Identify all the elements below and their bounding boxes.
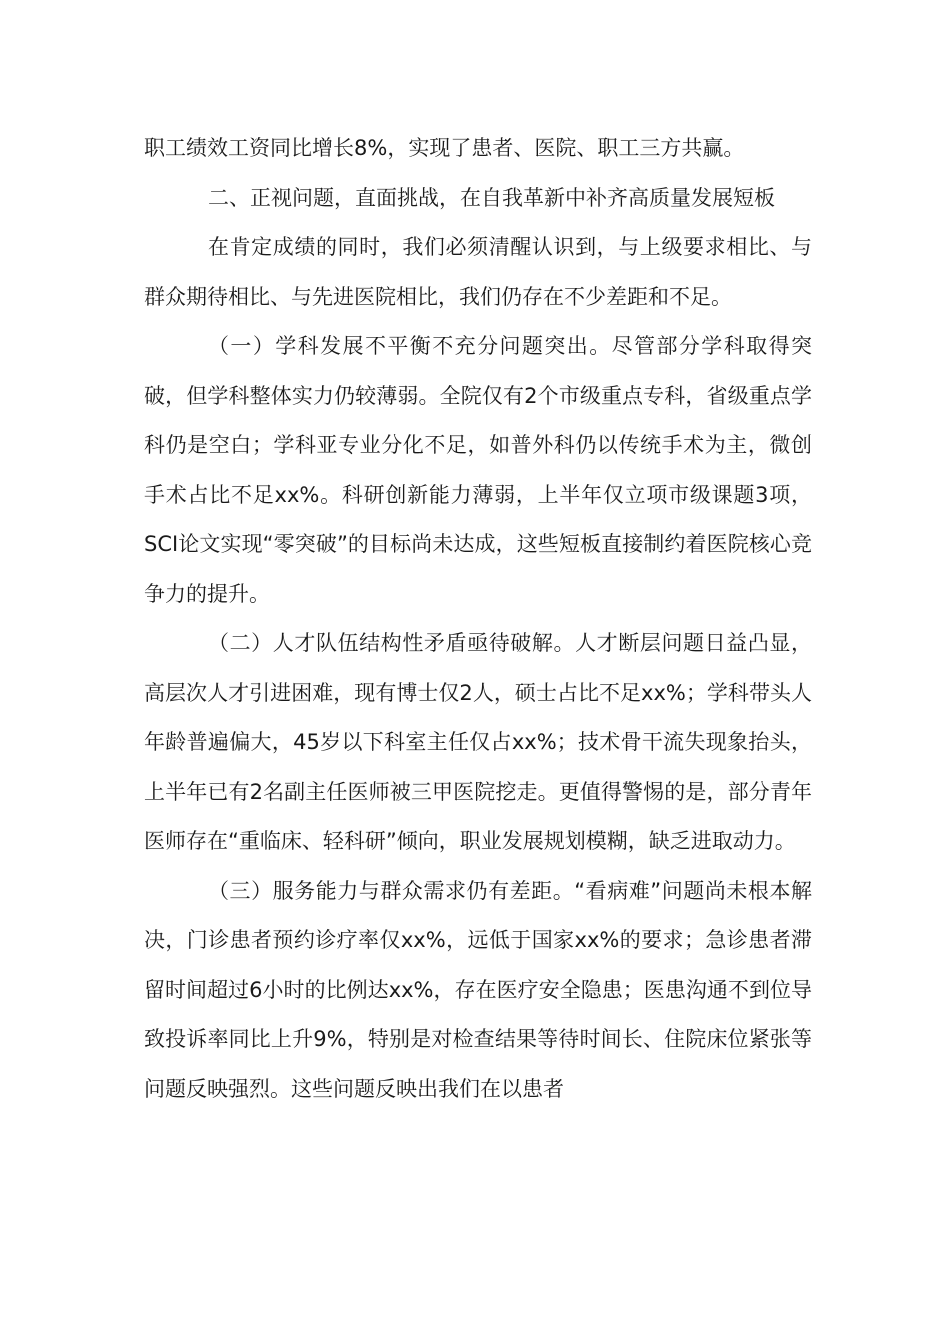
paragraph-item-1: （一）学科发展不平衡不充分问题突出。尽管部分学科取得突破，但学科整体实力仍较薄弱。全院仅有2个市级重点专科，省级重点学科仍是空白；学科亚专业分化不足，如普外科仍以传统手术为主，微创手术占比不足xx%。科研创新能力薄弱，上半年仅立项市级课题3项，SCI论文实现“零突破”的目标尚未达成，这些短板直接制约着医院核心竞争力的提升。	[144, 334, 812, 606]
document-body	[144, 124, 812, 1114]
paragraph-item-3: （三）服务能力与群众需求仍有差距。“看病难”问题尚未根本解决，门诊患者预约诊疗率仅xx%，远低于国家xx%的要求；急诊患者滞留时间超过6小时的比例达xx%，存在医疗安全隐患；医患沟通不到位导致投诉率同比上升9%，特别是对检查结果等待时间长、住院床位紧张等问题反映强烈。这些问题反映出我们在以患者	[144, 878, 812, 1101]
section-heading: 二、正视问题，直面挑战，在自我革新中补齐高质量发展短板	[208, 185, 775, 210]
paragraph-item-2: （二）人才队伍结构性矛盾亟待破解。人才断层问题日益凸显，高层次人才引进困难，现有博士仅2人，硕士占比不足xx%；学科带头人年龄普遍偏大，45岁以下科室主任仅占xx%；技术骨干流失现象抬头，上半年已有2名副主任医师被三甲医院挖走。更值得警惕的是，部分青年医师存在“重临床、轻科研”倾向，职业发展规划模糊，缺乏进取动力。	[144, 631, 812, 853]
paragraph-intro: 在肯定成绩的同时，我们必须清醒认识到，与上级要求相比、与群众期待相比、与先进医院相比，我们仍存在不少差距和不足。	[144, 235, 812, 309]
paragraph-continuation: 职工绩效工资同比增长8%，实现了患者、医院、职工三方共赢。	[144, 136, 745, 160]
